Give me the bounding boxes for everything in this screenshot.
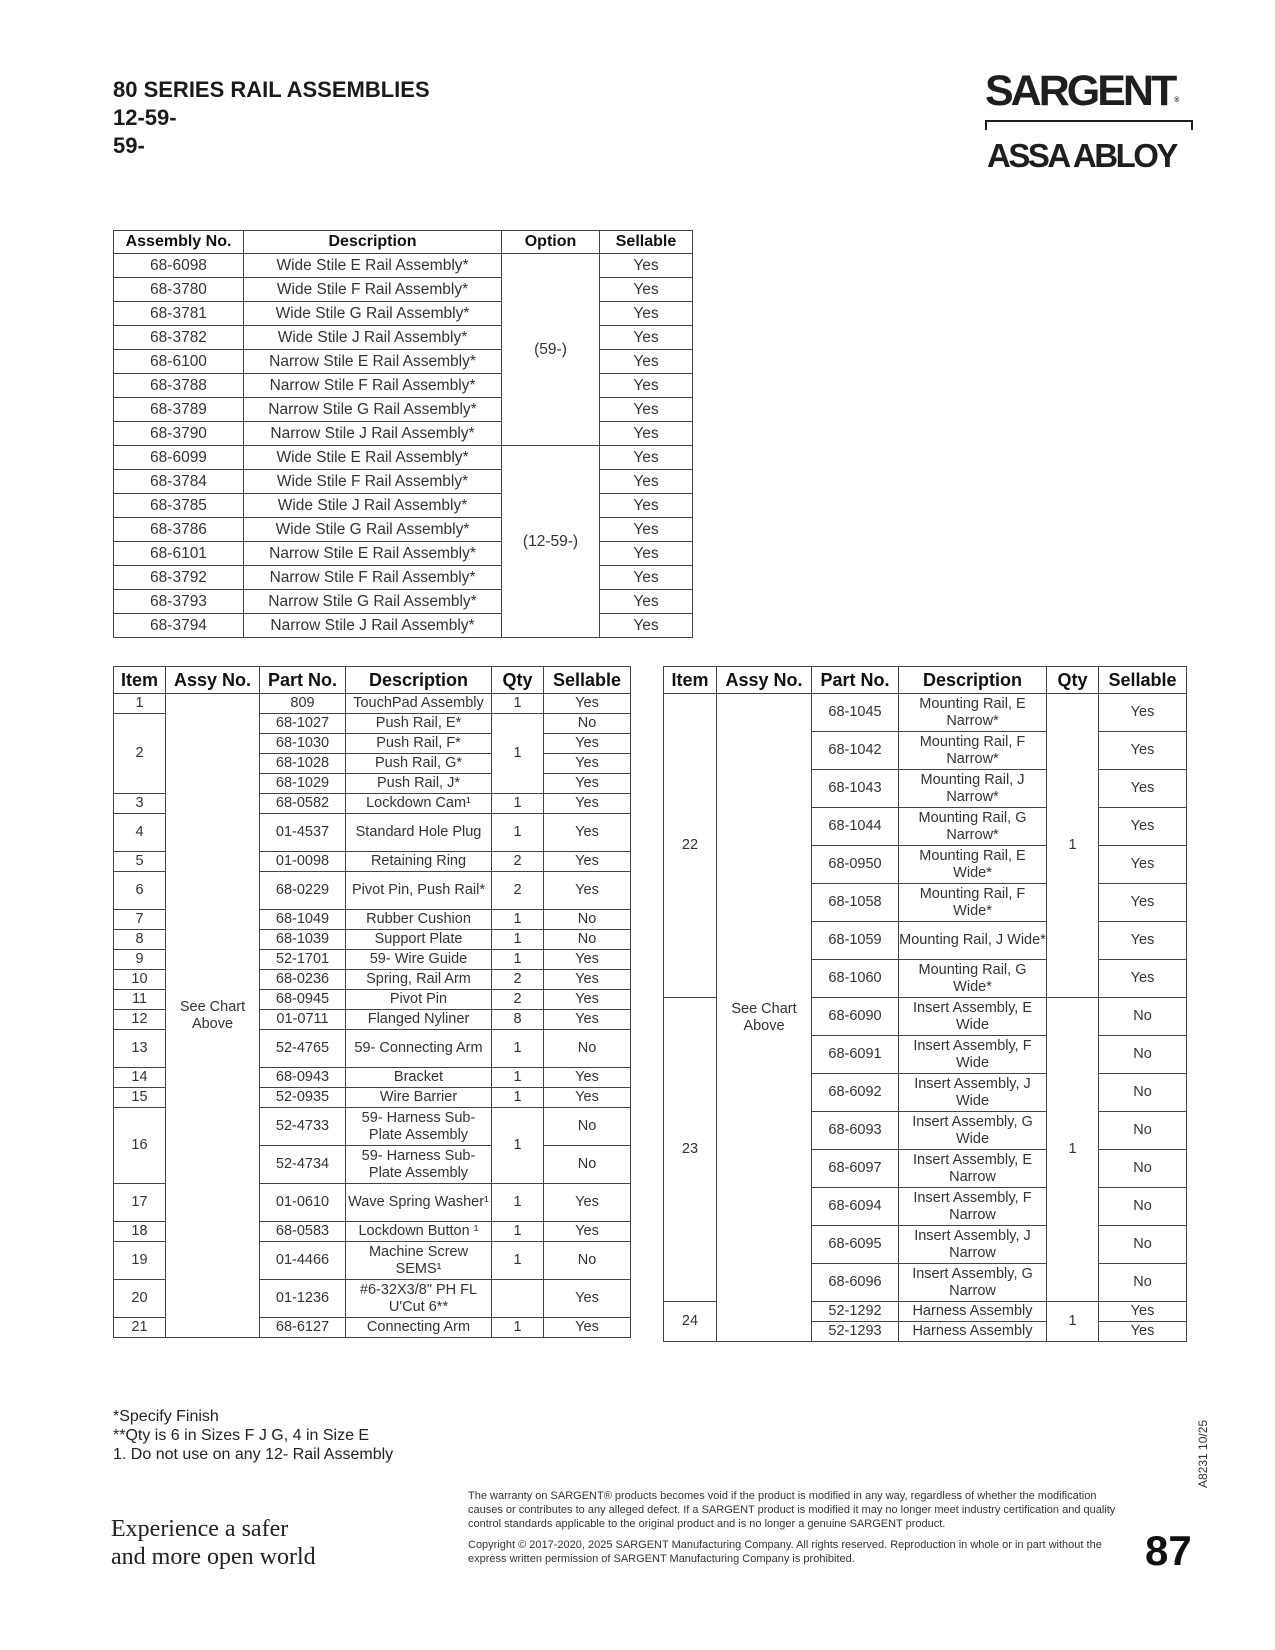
sellable-cell: No — [544, 930, 631, 950]
column-header: Sellable — [544, 667, 631, 694]
logo-bracket — [985, 120, 1193, 130]
description-cell: Push Rail, E* — [346, 714, 492, 734]
description-cell: Wide Stile E Rail Assembly* — [244, 254, 502, 278]
description-cell: Mounting Rail, G Wide* — [899, 960, 1047, 998]
description-cell: Narrow Stile J Rail Assembly* — [244, 422, 502, 446]
description-cell: Flanged Nyliner — [346, 1010, 492, 1030]
description-cell: 59- Harness Sub-Plate Assembly — [346, 1108, 492, 1146]
part-number-cell: 68-0236 — [260, 970, 346, 990]
description-cell: 59- Wire Guide — [346, 950, 492, 970]
item-cell: 7 — [114, 910, 166, 930]
sellable-cell: Yes — [600, 590, 693, 614]
assembly-number-cell: 68-3785 — [114, 494, 244, 518]
item-cell: 3 — [114, 794, 166, 814]
table-row — [114, 590, 693, 614]
description-cell: Narrow Stile F Rail Assembly* — [244, 566, 502, 590]
part-number-cell: 68-1049 — [260, 910, 346, 930]
part-number-cell: 68-1060 — [812, 960, 899, 998]
sellable-cell: Yes — [600, 422, 693, 446]
sellable-cell: Yes — [544, 754, 631, 774]
part-number-cell: 68-6096 — [812, 1264, 899, 1302]
column-header: Part No. — [260, 667, 346, 694]
sellable-cell: Yes — [600, 278, 693, 302]
part-number-cell: 68-0582 — [260, 794, 346, 814]
description-cell: Connecting Arm — [346, 1318, 492, 1338]
qty-cell: 1 — [1047, 998, 1099, 1302]
sellable-cell: Yes — [600, 350, 693, 374]
qty-cell: 2 — [492, 852, 544, 872]
part-number-cell: 01-0711 — [260, 1010, 346, 1030]
table-row — [114, 542, 693, 566]
assembly-number-cell: 68-6100 — [114, 350, 244, 374]
sellable-cell: Yes — [544, 950, 631, 970]
description-cell: Mounting Rail, F Narrow* — [899, 732, 1047, 770]
sellable-cell: Yes — [544, 1088, 631, 1108]
description-cell: Wide Stile E Rail Assembly* — [244, 446, 502, 470]
sellable-cell: Yes — [600, 494, 693, 518]
item-cell: 1 — [114, 694, 166, 714]
description-cell: #6-32X3/8" PH FL U'Cut 6** — [346, 1280, 492, 1318]
assembly-number-cell: 68-3782 — [114, 326, 244, 350]
item-cell: 5 — [114, 852, 166, 872]
sellable-cell: No — [544, 1108, 631, 1146]
column-header: Qty — [492, 667, 544, 694]
item-cell: 24 — [664, 1302, 717, 1342]
table-header-row — [114, 667, 631, 694]
sellable-cell: Yes — [544, 1222, 631, 1242]
sellable-cell: Yes — [600, 374, 693, 398]
table-row — [114, 614, 693, 638]
option-cell: (59-) — [502, 254, 600, 446]
description-cell: Spring, Rail Arm — [346, 970, 492, 990]
part-number-cell: 01-4537 — [260, 814, 346, 852]
title-line: 59- — [113, 133, 145, 158]
tagline-line: and more open world — [111, 1544, 316, 1570]
assembly-number-cell: 68-3781 — [114, 302, 244, 326]
item-cell: 11 — [114, 990, 166, 1010]
description-cell: Wide Stile J Rail Assembly* — [244, 494, 502, 518]
item-cell: 22 — [664, 694, 717, 998]
item-cell: 17 — [114, 1184, 166, 1222]
description-cell: Mounting Rail, E Wide* — [899, 846, 1047, 884]
table-row — [114, 374, 693, 398]
item-cell: 12 — [114, 1010, 166, 1030]
description-cell: TouchPad Assembly — [346, 694, 492, 714]
part-number-cell: 68-1045 — [812, 694, 899, 732]
description-cell: Push Rail, J* — [346, 774, 492, 794]
qty-cell: 1 — [492, 1222, 544, 1242]
qty-cell: 1 — [492, 1108, 544, 1184]
footnote: 1. Do not use on any 12- Rail Assembly — [113, 1446, 394, 1463]
tagline — [111, 1515, 316, 1571]
assembly-number-cell: 68-3786 — [114, 518, 244, 542]
qty-cell: 1 — [492, 1242, 544, 1280]
assembly-number-cell: 68-3792 — [114, 566, 244, 590]
description-cell: Narrow Stile F Rail Assembly* — [244, 374, 502, 398]
sellable-cell: Yes — [600, 398, 693, 422]
column-header: Assy No. — [166, 667, 260, 694]
description-cell: Pivot Pin, Push Rail* — [346, 872, 492, 910]
description-cell: Mounting Rail, F Wide* — [899, 884, 1047, 922]
sellable-cell: Yes — [544, 814, 631, 852]
part-number-cell: 52-1701 — [260, 950, 346, 970]
assembly-number-cell: 68-6099 — [114, 446, 244, 470]
assembly-number-cell: 68-3793 — [114, 590, 244, 614]
sellable-cell: Yes — [600, 470, 693, 494]
part-number-cell: 68-6094 — [812, 1188, 899, 1226]
column-header: Description — [244, 231, 502, 254]
sellable-cell: Yes — [544, 1184, 631, 1222]
logo-sub: ASSA ABLOY — [987, 137, 1176, 174]
sellable-cell: Yes — [1099, 694, 1187, 732]
sellable-cell: Yes — [544, 852, 631, 872]
qty-cell: 1 — [1047, 694, 1099, 998]
item-cell: 8 — [114, 930, 166, 950]
sellable-cell: Yes — [600, 518, 693, 542]
sellable-cell: Yes — [544, 774, 631, 794]
assembly-number-cell: 68-3789 — [114, 398, 244, 422]
column-header: Sellable — [1099, 667, 1187, 694]
part-number-cell: 68-0945 — [260, 990, 346, 1010]
part-number-cell: 52-1293 — [812, 1322, 899, 1342]
table-header-row — [114, 231, 693, 254]
sellable-cell: Yes — [1099, 770, 1187, 808]
description-cell: Support Plate — [346, 930, 492, 950]
assy-cell: See Chart Above — [166, 694, 260, 1338]
parts-table-right — [663, 666, 1187, 1342]
description-cell: Lockdown Cam¹ — [346, 794, 492, 814]
table-row — [114, 278, 693, 302]
table-row — [114, 446, 693, 470]
description-cell: Insert Assembly, J Narrow — [899, 1226, 1047, 1264]
qty-cell: 2 — [492, 970, 544, 990]
part-number-cell: 52-4765 — [260, 1030, 346, 1068]
item-cell: 20 — [114, 1280, 166, 1318]
warranty-text: The warranty on SARGENT® products becomes void if the product is modified in any way, regardless of whether the modification causes or contributes to any alleged defect. If a SARGENT product is modified it may no longer meet industry certification and quality control standards applicable to the original product and is no longer a genuine SARGENT product. — [468, 1490, 1116, 1530]
column-header: Qty — [1047, 667, 1099, 694]
part-number-cell: 52-1292 — [812, 1302, 899, 1322]
description-cell: Narrow Stile G Rail Assembly* — [244, 590, 502, 614]
assembly-number-cell: 68-3788 — [114, 374, 244, 398]
column-header: Item — [114, 667, 166, 694]
option-cell: (12-59-) — [502, 446, 600, 638]
table-row — [114, 470, 693, 494]
description-cell: Harness Assembly — [899, 1322, 1047, 1342]
assembly-number-cell: 68-3784 — [114, 470, 244, 494]
sellable-cell: No — [1099, 1188, 1187, 1226]
qty-cell: 1 — [492, 910, 544, 930]
part-number-cell: 52-4733 — [260, 1108, 346, 1146]
tagline-line: Experience a safer — [111, 1516, 289, 1542]
document-reference: A8231 10/25 — [1196, 1419, 1210, 1488]
item-cell: 14 — [114, 1068, 166, 1088]
description-cell: Pivot Pin — [346, 990, 492, 1010]
description-cell: Wide Stile F Rail Assembly* — [244, 470, 502, 494]
qty-cell: 1 — [492, 714, 544, 794]
qty-cell: 2 — [492, 990, 544, 1010]
description-cell: Rubber Cushion — [346, 910, 492, 930]
table-row — [114, 326, 693, 350]
sellable-cell: Yes — [544, 1068, 631, 1088]
table-row — [114, 254, 693, 278]
sellable-cell: Yes — [1099, 884, 1187, 922]
part-number-cell: 68-6092 — [812, 1074, 899, 1112]
part-number-cell: 68-1029 — [260, 774, 346, 794]
part-number-cell: 68-0943 — [260, 1068, 346, 1088]
description-cell: Standard Hole Plug — [346, 814, 492, 852]
qty-cell: 1 — [1047, 1302, 1099, 1342]
sellable-cell: No — [1099, 1036, 1187, 1074]
part-number-cell: 68-1042 — [812, 732, 899, 770]
part-number-cell: 68-1027 — [260, 714, 346, 734]
sellable-cell: Yes — [600, 302, 693, 326]
part-number-cell: 68-1030 — [260, 734, 346, 754]
sellable-cell: Yes — [1099, 1322, 1187, 1342]
description-cell: 59- Connecting Arm — [346, 1030, 492, 1068]
qty-cell: 1 — [492, 930, 544, 950]
sellable-cell: Yes — [1099, 922, 1187, 960]
description-cell: Mounting Rail, G Narrow* — [899, 808, 1047, 846]
sellable-cell: Yes — [544, 734, 631, 754]
item-cell: 13 — [114, 1030, 166, 1068]
description-cell: Insert Assembly, E Narrow — [899, 1150, 1047, 1188]
table-row — [114, 422, 693, 446]
table-header-row — [664, 667, 1187, 694]
footnote: **Qty is 6 in Sizes F J G, 4 in Size E — [113, 1427, 370, 1444]
sellable-cell: Yes — [544, 1318, 631, 1338]
description-cell: Wide Stile J Rail Assembly* — [244, 326, 502, 350]
description-cell: Mounting Rail, E Narrow* — [899, 694, 1047, 732]
assy-cell: See Chart Above — [717, 694, 812, 1342]
part-number-cell: 68-0950 — [812, 846, 899, 884]
sellable-cell: Yes — [600, 614, 693, 638]
description-cell: Mounting Rail, J Narrow* — [899, 770, 1047, 808]
qty-cell: 2 — [492, 872, 544, 910]
sellable-cell: Yes — [1099, 960, 1187, 998]
part-number-cell: 68-6091 — [812, 1036, 899, 1074]
qty-cell: 1 — [492, 794, 544, 814]
part-number-cell: 01-4466 — [260, 1242, 346, 1280]
table-row — [114, 302, 693, 326]
qty-cell: 1 — [492, 814, 544, 852]
description-cell: Bracket — [346, 1068, 492, 1088]
part-number-cell: 52-4734 — [260, 1146, 346, 1184]
sellable-cell: Yes — [544, 990, 631, 1010]
table-row — [114, 398, 693, 422]
description-cell: Harness Assembly — [899, 1302, 1047, 1322]
description-cell: Lockdown Button ¹ — [346, 1222, 492, 1242]
sellable-cell: No — [1099, 1226, 1187, 1264]
item-cell: 6 — [114, 872, 166, 910]
column-header: Sellable — [600, 231, 693, 254]
table-row — [114, 566, 693, 590]
qty-cell: 1 — [492, 694, 544, 714]
logo-brand — [985, 68, 1195, 114]
sellable-cell: No — [544, 1030, 631, 1068]
part-number-cell: 68-6127 — [260, 1318, 346, 1338]
description-cell: Push Rail, G* — [346, 754, 492, 774]
description-cell: Narrow Stile G Rail Assembly* — [244, 398, 502, 422]
assembly-number-cell: 68-6098 — [114, 254, 244, 278]
sellable-cell: Yes — [1099, 1302, 1187, 1322]
part-number-cell: 01-1236 — [260, 1280, 346, 1318]
sellable-cell: No — [1099, 1150, 1187, 1188]
footnotes — [113, 1407, 393, 1464]
sellable-cell: Yes — [600, 542, 693, 566]
column-header: Description — [899, 667, 1047, 694]
part-number-cell: 68-0583 — [260, 1222, 346, 1242]
column-header: Part No. — [812, 667, 899, 694]
description-cell: Narrow Stile J Rail Assembly* — [244, 614, 502, 638]
description-cell: Wide Stile G Rail Assembly* — [244, 518, 502, 542]
item-cell: 23 — [664, 998, 717, 1302]
part-number-cell: 68-6093 — [812, 1112, 899, 1150]
sellable-cell: No — [544, 714, 631, 734]
column-header: Option — [502, 231, 600, 254]
description-cell: Wave Spring Washer¹ — [346, 1184, 492, 1222]
sellable-cell: Yes — [600, 326, 693, 350]
qty-cell: 1 — [492, 1030, 544, 1068]
sellable-cell: Yes — [544, 872, 631, 910]
item-cell: 2 — [114, 714, 166, 794]
qty-cell — [492, 1280, 544, 1318]
title-line: 80 SERIES RAIL ASSEMBLIES — [113, 77, 430, 102]
item-cell: 16 — [114, 1108, 166, 1184]
part-number-cell: 68-1044 — [812, 808, 899, 846]
table-row — [114, 350, 693, 374]
description-cell: Insert Assembly, F Wide — [899, 1036, 1047, 1074]
sellable-cell: No — [544, 1146, 631, 1184]
part-number-cell: 01-0610 — [260, 1184, 346, 1222]
logo-trademark: ® — [1174, 97, 1180, 104]
sellable-cell: Yes — [1099, 732, 1187, 770]
footnote: *Specify Finish — [113, 1408, 219, 1425]
column-header: Assembly No. — [114, 231, 244, 254]
table-row — [664, 694, 1187, 732]
part-number-cell: 68-6097 — [812, 1150, 899, 1188]
copyright-text: Copyright © 2017-2020, 2025 SARGENT Manufacturing Company. All rights reserved. Reproduction in whole or in part without the express written permission of SARGENT Manufacturing Company is prohibited. — [468, 1539, 1102, 1565]
column-header: Assy No. — [717, 667, 812, 694]
sellable-cell: Yes — [1099, 808, 1187, 846]
part-number-cell: 68-1039 — [260, 930, 346, 950]
item-cell: 18 — [114, 1222, 166, 1242]
column-header: Item — [664, 667, 717, 694]
sellable-cell: Yes — [544, 970, 631, 990]
table-row — [114, 694, 631, 714]
part-number-cell: 68-1058 — [812, 884, 899, 922]
table-row — [114, 494, 693, 518]
part-number-cell: 01-0098 — [260, 852, 346, 872]
description-cell: Wide Stile G Rail Assembly* — [244, 302, 502, 326]
description-cell: Narrow Stile E Rail Assembly* — [244, 350, 502, 374]
description-cell: Insert Assembly, F Narrow — [899, 1188, 1047, 1226]
sellable-cell: Yes — [544, 1010, 631, 1030]
page-number: 87 — [1145, 1527, 1192, 1574]
qty-cell: 1 — [492, 1184, 544, 1222]
sellable-cell: Yes — [544, 1280, 631, 1318]
qty-cell: 1 — [492, 1318, 544, 1338]
logo-brand-text: SARGENT — [985, 67, 1175, 115]
item-cell: 21 — [114, 1318, 166, 1338]
column-header: Description — [346, 667, 492, 694]
sellable-cell: No — [1099, 1112, 1187, 1150]
sellable-cell: Yes — [600, 566, 693, 590]
description-cell: 59- Harness Sub-Plate Assembly — [346, 1146, 492, 1184]
parts-table-left — [113, 666, 631, 1338]
qty-cell: 8 — [492, 1010, 544, 1030]
sellable-cell: No — [1099, 998, 1187, 1036]
description-cell: Push Rail, F* — [346, 734, 492, 754]
sellable-cell: Yes — [544, 694, 631, 714]
part-number-cell: 52-0935 — [260, 1088, 346, 1108]
description-cell: Wire Barrier — [346, 1088, 492, 1108]
description-cell: Insert Assembly, E Wide — [899, 998, 1047, 1036]
page-title — [113, 76, 430, 160]
description-cell: Wide Stile F Rail Assembly* — [244, 278, 502, 302]
description-cell: Insert Assembly, G Wide — [899, 1112, 1047, 1150]
qty-cell: 1 — [492, 1068, 544, 1088]
description-cell: Insert Assembly, J Wide — [899, 1074, 1047, 1112]
item-cell: 19 — [114, 1242, 166, 1280]
description-cell: Retaining Ring — [346, 852, 492, 872]
sellable-cell: Yes — [600, 446, 693, 470]
item-cell: 15 — [114, 1088, 166, 1108]
table-row — [114, 518, 693, 542]
assembly-number-cell: 68-6101 — [114, 542, 244, 566]
sellable-cell: No — [1099, 1074, 1187, 1112]
part-number-cell: 68-1028 — [260, 754, 346, 774]
sellable-cell: No — [544, 910, 631, 930]
part-number-cell: 68-6095 — [812, 1226, 899, 1264]
title-line: 12-59- — [113, 105, 177, 130]
assembly-number-cell: 68-3790 — [114, 422, 244, 446]
assembly-number-cell: 68-3794 — [114, 614, 244, 638]
sellable-cell: Yes — [1099, 846, 1187, 884]
part-number-cell: 68-6090 — [812, 998, 899, 1036]
item-cell: 9 — [114, 950, 166, 970]
part-number-cell: 68-0229 — [260, 872, 346, 910]
sellable-cell: Yes — [544, 794, 631, 814]
assembly-number-cell: 68-3780 — [114, 278, 244, 302]
description-cell: Machine Screw SEMS¹ — [346, 1242, 492, 1280]
qty-cell: 1 — [492, 950, 544, 970]
sellable-cell: No — [1099, 1264, 1187, 1302]
description-cell: Insert Assembly, G Narrow — [899, 1264, 1047, 1302]
assembly-table — [113, 230, 693, 638]
part-number-cell: 809 — [260, 694, 346, 714]
sellable-cell: No — [544, 1242, 631, 1280]
item-cell: 4 — [114, 814, 166, 852]
brand-logo — [985, 68, 1195, 178]
item-cell: 10 — [114, 970, 166, 990]
description-cell: Mounting Rail, J Wide* — [899, 922, 1047, 960]
sellable-cell: Yes — [600, 254, 693, 278]
part-number-cell: 68-1059 — [812, 922, 899, 960]
qty-cell: 1 — [492, 1088, 544, 1108]
part-number-cell: 68-1043 — [812, 770, 899, 808]
description-cell: Narrow Stile E Rail Assembly* — [244, 542, 502, 566]
